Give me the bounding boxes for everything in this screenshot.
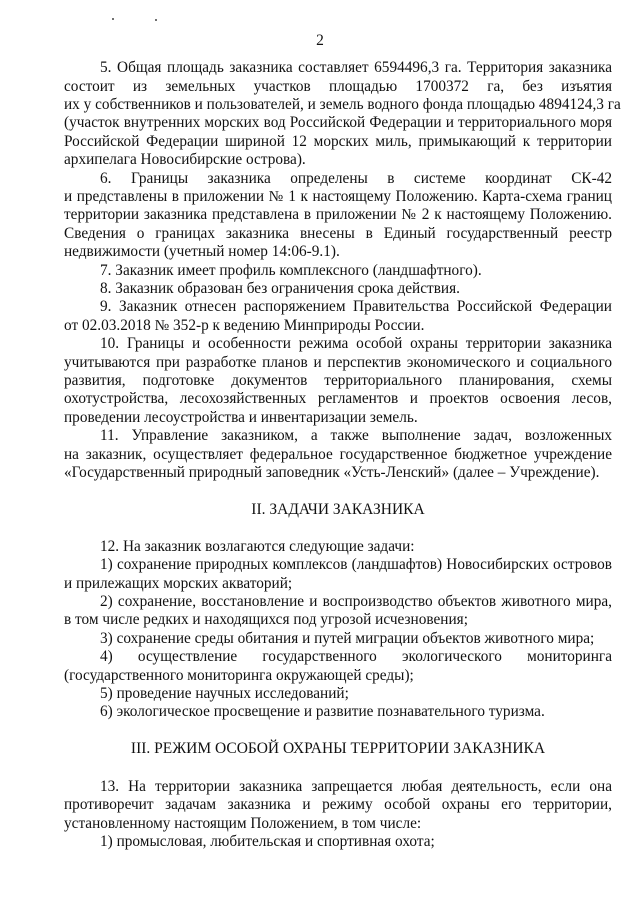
scan-speck [155, 19, 157, 21]
list-line: 5) проведение научных исследований; [100, 685, 349, 702]
paragraph-line: «Государственный природный заповедник «Усть-Ленский» (далее – Учреждение). [64, 464, 600, 481]
list-line: и прилежащих морских акваторий; [64, 575, 293, 592]
page-number: 2 [316, 32, 324, 49]
paragraph-line: 10. Границы и особенности режима особой охраны территории заказника [100, 335, 612, 352]
paragraph-line: развития, подготовке документов территориального планирования, схемы [64, 372, 612, 389]
paragraph-line: недвижимости (учетный номер 14:06-9.1). [64, 243, 340, 260]
paragraph-line: состоит из земельных участков площадью 1700372 га, без изъятия [64, 78, 612, 95]
paragraph-line: от 02.03.2018 № 352-р к ведению Минприроды России. [64, 317, 425, 334]
paragraph-line: 5. Общая площадь заказника составляет 6594496,3 га. Территория заказника [100, 59, 612, 76]
paragraph-line: Сведения о границах заказника внесены в Единый государственный реестр [64, 225, 612, 242]
paragraph-line: их у собственников и пользователей, и земель водного фонда площадью 4894124,3 га [64, 96, 621, 113]
list-line: 12. На заказник возлагаются следующие задачи: [100, 538, 415, 555]
paragraph-line: Российской Федерации шириной 12 морских миль, примыкающий к территории [64, 133, 612, 150]
paragraph-line: 7. Заказник имеет профиль комплексного (ландшафтного). [100, 262, 482, 279]
paragraph-line: 6. Границы заказника определены в системе координат СК-42 [100, 170, 612, 187]
paragraph-line: на заказник, осуществляет федеральное государственное бюджетное учреждение [64, 446, 612, 463]
paragraph-line: и представлены в приложении № 1 к настоящему Положению. Карта-схема границ [64, 188, 612, 205]
paragraph-line: противоречит задачам заказника и режиму особой охраны его территории, [64, 796, 612, 813]
scan-speck [112, 18, 114, 20]
section-heading: II. ЗАДАЧИ ЗАКАЗНИКА [251, 501, 425, 518]
paragraph-line: архипелага Новосибирские острова). [64, 151, 306, 168]
list-line: 1) промысловая, любительская и спортивная охота; [100, 833, 435, 850]
paragraph-line: охотустройства, лесохозяйственных регламентов и проектов освоения лесов, [64, 390, 612, 407]
list-line: 1) сохранение природных комплексов (ландшафтов) Новосибирских островов [100, 556, 612, 573]
list-line: (государственного мониторинга окружающей среды); [64, 667, 414, 684]
list-line: 4) осуществление государственного экологического мониторинга [100, 648, 612, 665]
list-line: 2) сохранение, восстановление и воспроизводство объектов животного мира, [100, 593, 612, 610]
paragraph-line: 13. На территории заказника запрещается любая деятельность, если она [100, 778, 612, 795]
paragraph-line: территории заказника представлена в приложении № 2 к настоящему Положению. [64, 206, 612, 223]
list-line: 6) экологическое просвещение и развитие познавательного туризма. [100, 703, 545, 720]
paragraph-line: (участок внутренних морских вод Российской Федерации и территориального моря [64, 114, 612, 131]
list-line: в том числе редких и находящихся под угрозой исчезновения; [64, 611, 468, 628]
paragraph-line: установленному настоящим Положением, в том числе: [64, 815, 422, 832]
paragraph-line: 11. Управление заказником, а также выполнение задач, возложенных [100, 427, 612, 444]
paragraph-line: 8. Заказник образован без ограничения срока действия. [100, 280, 460, 297]
paragraph-line: 9. Заказник отнесен распоряжением Правительства Российской Федерации [100, 298, 612, 315]
paragraph-line: учитываются при разработке планов и перспектив экономического и социального [64, 354, 612, 371]
list-line: 3) сохранение среды обитания и путей миграции объектов животного мира; [100, 630, 595, 647]
section-heading: III. РЕЖИМ ОСОБОЙ ОХРАНЫ ТЕРРИТОРИИ ЗАКАЗНИКА [130, 740, 546, 757]
paragraph-line: проведении лесоустройства и инвентаризации земель. [64, 409, 418, 426]
